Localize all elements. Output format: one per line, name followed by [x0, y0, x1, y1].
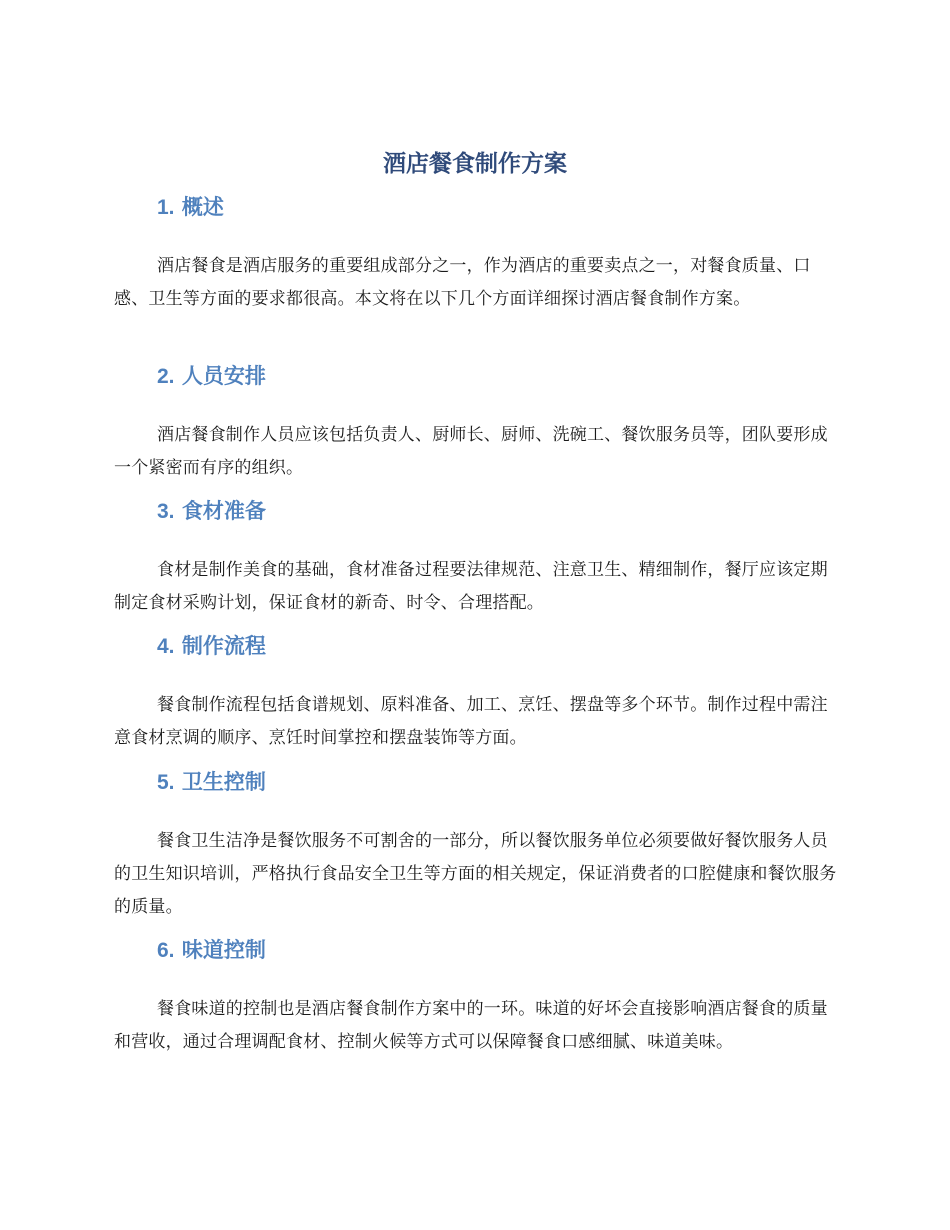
section-process	[0, 631, 950, 755]
section-heading	[0, 935, 950, 965]
section-number: 3.	[157, 500, 175, 523]
section-staffing	[0, 361, 950, 485]
section-heading-text: 概述	[181, 195, 224, 219]
section-flavor	[0, 935, 950, 1059]
document-title: 酒店餐食制作方案	[383, 151, 567, 177]
section-heading	[0, 631, 950, 661]
section-heading-text: 味道控制	[181, 938, 266, 962]
section-number: 4.	[157, 635, 175, 658]
section-body: 酒店餐食制作人员应该包括负责人、厨师长、厨师、洗碗工、餐饮服务员等，团队要形成一个紧密而有序的组织。	[114, 425, 828, 478]
section-number: 6.	[157, 939, 175, 962]
section-body: 餐食卫生洁净是餐饮服务不可割舍的一部分，所以餐饮服务单位必须要做好餐饮服务人员的卫生知识培训，严格执行食品安全卫生等方面的相关规定，保证消费者的口腔健康和餐饮服务的质量。	[114, 831, 837, 917]
section-heading-text: 人员安排	[181, 364, 266, 388]
section-body: 餐食味道的控制也是酒店餐食制作方案中的一环。味道的好坏会直接影响酒店餐食的质量和营收，通过合理调配食材、控制火候等方式可以保障餐食口感细腻、味道美味。	[114, 999, 828, 1052]
section-heading-text: 食材准备	[181, 499, 266, 523]
section-heading	[0, 496, 950, 526]
section-number: 5.	[157, 771, 175, 794]
section-hygiene	[0, 767, 950, 924]
section-heading-text: 制作流程	[181, 634, 266, 658]
section-number: 1.	[157, 196, 175, 219]
section-body: 酒店餐食是酒店服务的重要组成部分之一，作为酒店的重要卖点之一，对餐食质量、口感、卫生等方面的要求都很高。本文将在以下几个方面详细探讨酒店餐食制作方案。	[114, 256, 811, 309]
section-number: 2.	[157, 365, 175, 388]
section-ingredients	[0, 496, 950, 620]
section-body: 餐食制作流程包括食谱规划、原料准备、加工、烹饪、摆盘等多个环节。制作过程中需注意食材烹调的顺序、烹饪时间掌控和摆盘装饰等方面。	[114, 695, 828, 748]
section-heading	[0, 192, 950, 222]
section-heading	[0, 361, 950, 391]
section-heading	[0, 767, 950, 797]
section-overview	[0, 192, 950, 316]
section-heading-text: 卫生控制	[181, 770, 266, 794]
section-body: 食材是制作美食的基础，食材准备过程要法律规范、注意卫生、精细制作，餐厅应该定期制定食材采购计划，保证食材的新奇、时令、合理搭配。	[114, 560, 828, 613]
